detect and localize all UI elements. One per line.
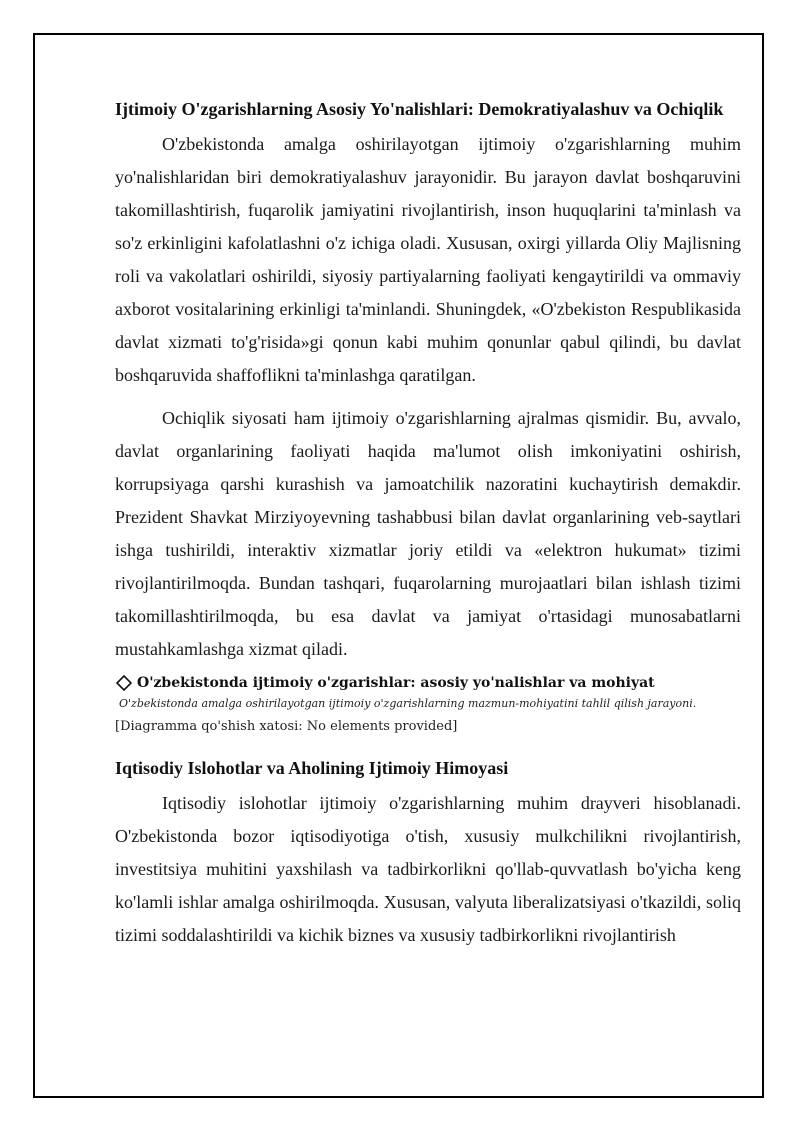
diagram-error-message: [Diagramma qo'shish xatosi: No elements provided] [115, 719, 458, 734]
paragraph-economic-reforms: Iqtisodiy islohotlar ijtimoiy o'zgarishlarning muhim drayveri hisoblanadi. O'zbekistonda bozor iqtisodiyotiga o'tish, xususiy mulkchilikni rivojlantirish, investitsiya muhitini yaxshilash va tadbirkorlikni qo'llab-quvvatlash bo'yicha keng ko'lamli ishlar amalga oshirilmoqda. Xususan, valyuta liberalizatsiyasi o'tkazildi, soliq tizimi soddalashtirildi va kichik biznes va xususiy tadbirkorlikni rivojlantirish [115, 793, 741, 945]
diagram-heading [115, 671, 741, 695]
diagram-caption: O'zbekistonda amalga oshirilayotgan ijtimoiy o'zgarishlarning mazmun-mohiyatini tahlil qilish jarayoni. [119, 697, 697, 710]
diamond-icon [115, 674, 133, 692]
section-heading-democratization: Ijtimoiy O'zgarishlarning Asosiy Yo'nalishlari: Demokratiyalashuv va Ochiqlik [115, 99, 724, 119]
document-content [115, 96, 741, 952]
paragraph-openness: Ochiqlik siyosati ham ijtimoiy o'zgarishlarning ajralmas qismidir. Bu, avvalo, davlat organlarining faoliyati haqida ma'lumot olish imkoniyatini oshirish, korrupsiyaga qarshi kurashish va jamoatchilik nazoratini kuchaytirish demakdir. Prezident Shavkat Mirziyoyevning tashabbusi bilan davlat organlarining veb-saytlari ishga tushirildi, interaktiv xizmatlar joriy etildi va «elektron hukumat» tizimi rivojlantirilmoqda. Bundan tashqari, fuqarolarning murojaatlari bilan ishlash tizimi takomillashtirilmoqda, bu esa davlat va jamiyat o'rtasidagi munosabatlarni mustahkamlashga xizmat qiladi. [115, 408, 741, 659]
diagram-title: O'zbekistonda ijtimoiy o'zgarishlar: asosiy yo'nalishlar va mohiyat [137, 675, 655, 691]
paragraph-democratization: O'zbekistonda amalga oshirilayotgan ijtimoiy o'zgarishlarning muhim yo'nalishlaridan biri demokratiyalashuv jarayonidir. Bu jarayon davlat boshqaruvini takomillashtirish, fuqarolik jamiyatini rivojlantirish, inson huquqlarini ta'minlash va so'z erkinligini kafolatlashni o'z ichiga oladi. Xususan, oxirgi yillarda Oliy Majlisning roli va vakolatlari oshirildi, siyosiy partiyalarning faoliyati kengaytirildi va ommaviy axborot vositalarining erkinligi ta'minlandi. Shuningdek, «O'zbekiston Respublikasida davlat xizmati to'g'risida»gi qonun kabi muhim qonunlar qabul qilindi, bu davlat boshqaruvida shaffoflikni ta'minlashga qaratilgan. [115, 134, 741, 385]
section-heading-economic-reforms: Iqtisodiy Islohotlar va Aholining Ijtimoiy Himoyasi [115, 758, 509, 778]
